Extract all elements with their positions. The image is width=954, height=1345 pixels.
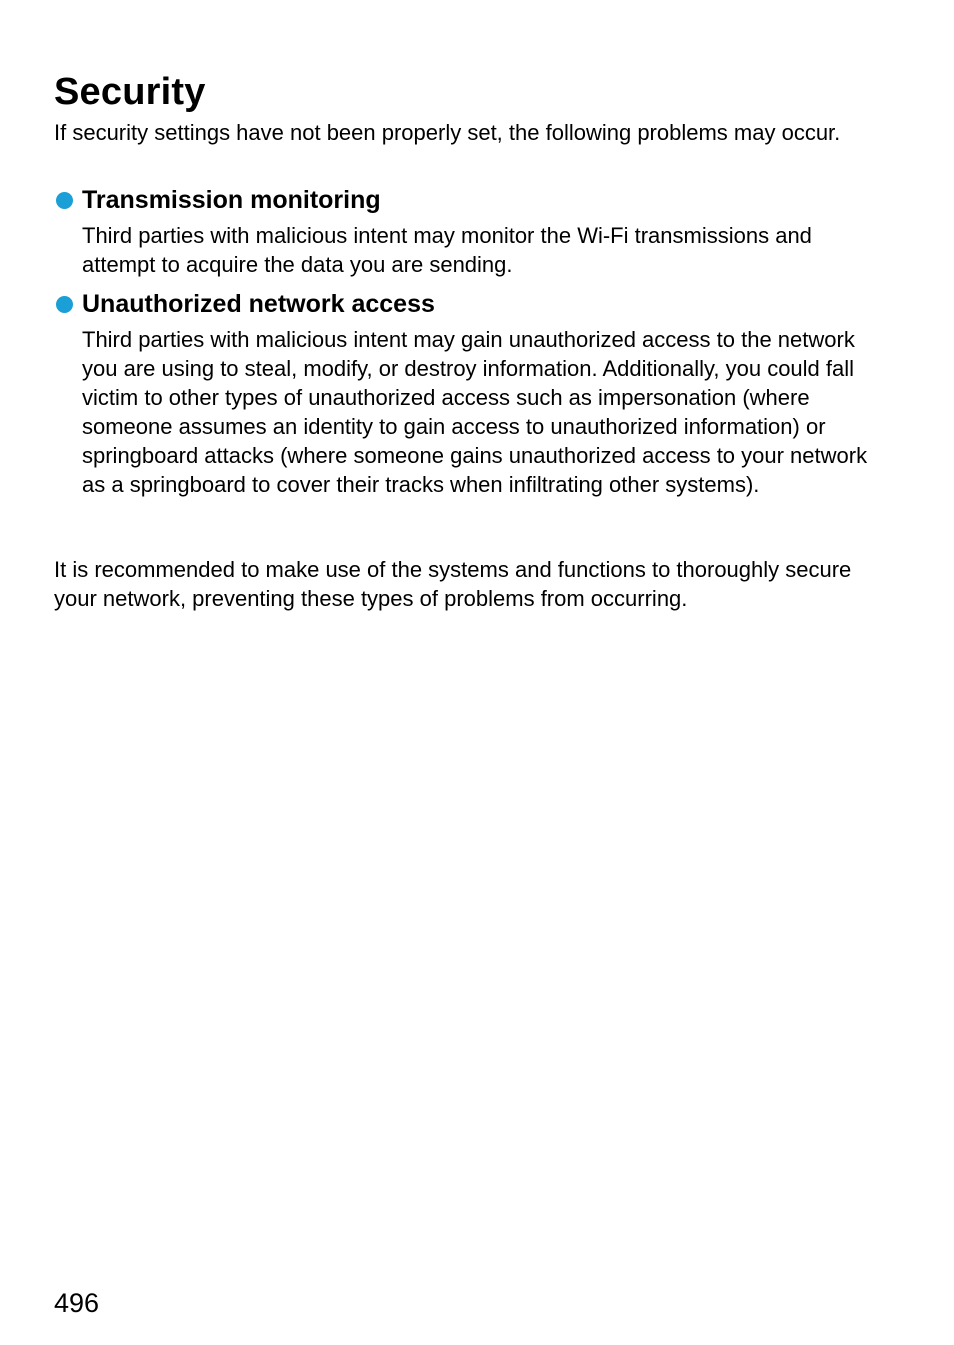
section-heading-label: Unauthorized network access [82, 290, 435, 318]
section-body-unauthorized-network-access: Third parties with malicious intent may gain unauthorized access to the network you are using to steal, modify, or destroy information. Additionally, you could fall victim to other types of unauthorized access such as impersonation (where someone assumes an identity to gain access to unauthorized information) or springboard attacks (where someone gains unauthorized access to your network as a springboard to cover their tracks when infiltrating other systems). [82, 327, 868, 497]
intro-paragraph: If security settings have not been properly set, the following problems may occur. [54, 120, 841, 145]
page-title: Security [54, 71, 206, 113]
bullet-dot-icon [56, 296, 73, 313]
section-heading-unauthorized-network-access [54, 288, 435, 320]
section-heading-transmission-monitoring [54, 184, 381, 216]
section-body-transmission-monitoring: Third parties with malicious intent may monitor the Wi-Fi transmissions and attempt to acquire the data you are sending. [82, 223, 812, 277]
section-heading-label: Transmission monitoring [82, 186, 381, 214]
closing-paragraph: It is recommended to make use of the systems and functions to thoroughly secure your network, preventing these types of problems from occurring. [54, 557, 852, 611]
page-number: 496 [54, 1288, 100, 1318]
bullet-dot-icon [56, 192, 73, 209]
